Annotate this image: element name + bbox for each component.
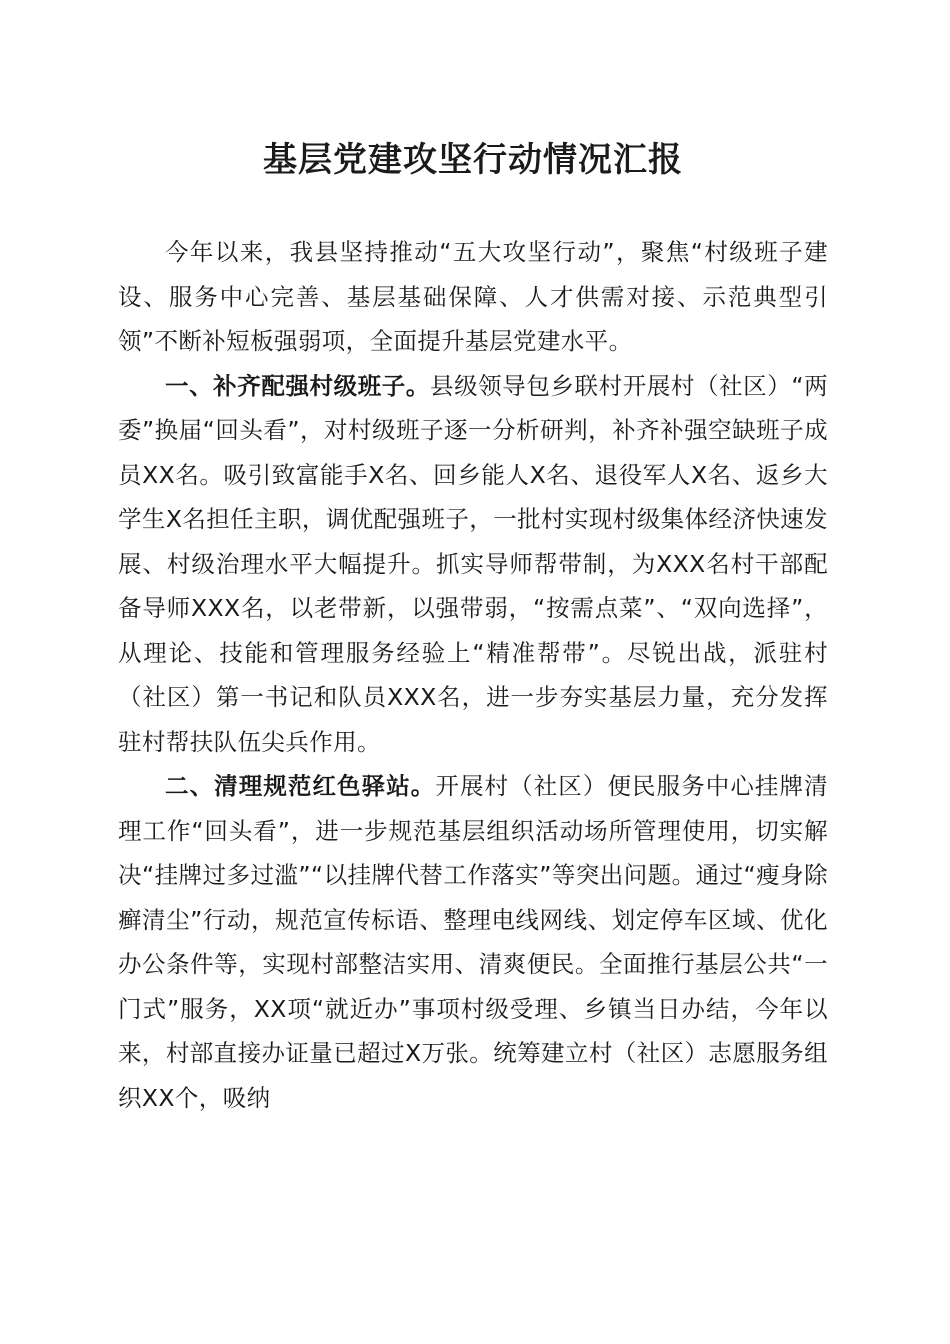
section-one-paragraph <box>118 364 828 765</box>
section-two-text: 开展村（社区）便民服务中心挂牌清理工作“回头看”，进一步规范基层组织活动场所管理使用，切实解决“挂牌过多过滥”“以挂牌代替工作落实”等突出问题。通过“瘦身除癣清尘”行动，规范宣传标语、整理电线网线、划定停车区域、优化办公条件等，实现村部整洁实用、清爽便民。全面推行基层公共“一门式”服务，XX项“就近办”事项村级受理、乡镇当日办结，今年以来，村部直接办证量已超过X万张。统筹建立村（社区）志愿服务组织XX个，吸纳 <box>118 772 828 1112</box>
section-two-heading: 二、清理规范红色驿站。 <box>165 772 436 800</box>
document-title: 基层党建攻坚行动情况汇报 <box>263 140 683 180</box>
intro-paragraph <box>118 230 828 364</box>
section-two-paragraph <box>118 764 828 1120</box>
document-body <box>118 230 828 1120</box>
paragraph-text: 今年以来，我县坚持推动“五大攻坚行动”，聚焦“村级班子建设、服务中心完善、基层基础保障、人才供需对接、示范典型引领”不断补短板强弱项，全面提升基层党建水平。 <box>118 238 828 355</box>
section-one-heading: 一、补齐配强村级班子。 <box>165 371 430 400</box>
section-one-text: 县级领导包乡联村开展村（社区）“两委”换届“回头看”，对村级班子逐一分析研判，补齐补强空缺班子成员XX名。吸引致富能手X名、回乡能人X名、退役军人X名、返乡大学生X名担任主职，调优配强班子，一批村实现村级集体经济快速发展、村级治理水平大幅提升。抓实导师帮带制，为XXX名村干部配备导师XXX名，以老带新，以强带弱，“按需点菜”、“双向选择”，从理论、技能和管理服务经验上“精准帮带”。尽锐出战，派驻村（社区）第一书记和队员XXX名，进一步夯实基层力量，充分发挥驻村帮扶队伍尖兵作用。 <box>118 371 828 756</box>
